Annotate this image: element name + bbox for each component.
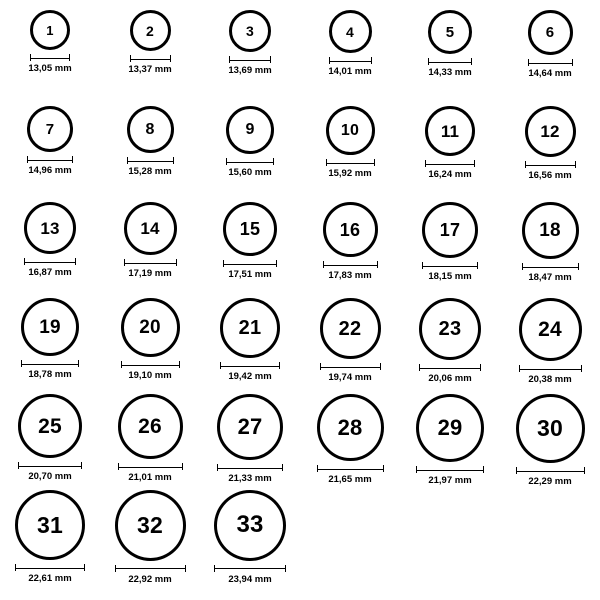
ring-circle bbox=[121, 298, 180, 357]
ring-size-number: 23 bbox=[438, 318, 462, 340]
ring-size-number: 15 bbox=[239, 219, 261, 239]
dimension-line-icon bbox=[127, 157, 174, 164]
dimension-line-icon bbox=[428, 58, 472, 65]
dimension-line-icon bbox=[130, 55, 171, 62]
ring-diameter-label: 22,92 mm bbox=[128, 573, 172, 585]
ring-circle bbox=[320, 298, 381, 359]
ring-size-cell bbox=[200, 8, 300, 104]
dimension-line-icon bbox=[320, 363, 381, 370]
ring-size-number: 33 bbox=[236, 511, 264, 539]
dimension-line-icon bbox=[18, 462, 82, 469]
ring-circle bbox=[323, 202, 378, 257]
ring-circle bbox=[21, 298, 79, 356]
dimension-line-icon bbox=[516, 467, 585, 474]
dimension-marker bbox=[223, 259, 277, 268]
ring-size-cell bbox=[200, 296, 300, 392]
dimension-marker bbox=[320, 362, 381, 371]
ring-circle bbox=[217, 394, 283, 460]
ring-circle bbox=[516, 394, 585, 463]
ring-circle bbox=[15, 490, 85, 560]
ring-size-cell bbox=[400, 8, 500, 104]
ring-diameter-label: 21,01 mm bbox=[128, 472, 172, 483]
dimension-marker bbox=[15, 563, 85, 572]
dimension-line-icon bbox=[416, 466, 484, 473]
ring-size-cell bbox=[500, 200, 600, 296]
dimension-marker bbox=[522, 262, 579, 271]
ring-size-cell bbox=[200, 104, 300, 200]
ring-size-cell bbox=[200, 200, 300, 296]
ring-size-number: 13 bbox=[40, 218, 60, 238]
ring-diameter-label: 21,33 mm bbox=[228, 473, 272, 484]
dimension-line-icon bbox=[419, 364, 481, 371]
ring-size-cell bbox=[0, 296, 100, 392]
ring-size-number: 20 bbox=[139, 317, 161, 338]
ring-circle bbox=[329, 10, 372, 53]
dimension-line-icon bbox=[422, 262, 478, 269]
ring-size-cell bbox=[100, 392, 200, 488]
ring-size-cell bbox=[400, 104, 500, 200]
ring-diameter-label: 18,47 mm bbox=[528, 272, 572, 283]
ring-diameter-label: 14,01 mm bbox=[328, 66, 372, 77]
dimension-marker bbox=[27, 155, 73, 164]
ring-size-cell bbox=[300, 200, 400, 296]
dimension-marker bbox=[214, 564, 286, 573]
ring-size-number: 5 bbox=[445, 23, 455, 41]
dimension-marker bbox=[229, 55, 271, 64]
dimension-marker bbox=[130, 54, 171, 63]
dimension-marker bbox=[220, 361, 280, 370]
dimension-line-icon bbox=[121, 361, 180, 368]
ring-circle bbox=[522, 202, 579, 259]
ring-size-number: 30 bbox=[537, 415, 563, 441]
ring-size-number: 16 bbox=[339, 219, 361, 240]
ring-size-number: 19 bbox=[39, 316, 61, 338]
ring-diameter-label: 21,65 mm bbox=[328, 474, 372, 485]
ring-circle bbox=[130, 10, 171, 51]
ring-size-number: 22 bbox=[338, 317, 362, 340]
ring-size-number: 9 bbox=[245, 121, 255, 138]
ring-diameter-label: 20,38 mm bbox=[528, 374, 572, 385]
ring-size-cell bbox=[100, 200, 200, 296]
dimension-marker bbox=[121, 360, 180, 369]
ring-circle bbox=[326, 106, 375, 155]
ring-size-cell bbox=[300, 8, 400, 104]
ring-size-cell bbox=[0, 104, 100, 200]
ring-size-number: 29 bbox=[437, 415, 463, 440]
ring-size-cell bbox=[0, 488, 100, 584]
dimension-line-icon bbox=[118, 463, 183, 470]
dimension-marker bbox=[124, 258, 177, 267]
ring-circle bbox=[24, 202, 76, 254]
ring-size-cell bbox=[500, 104, 600, 200]
ring-size-number: 4 bbox=[346, 23, 354, 40]
ring-diameter-label: 19,74 mm bbox=[328, 372, 372, 383]
dimension-marker bbox=[317, 464, 384, 473]
ring-size-number: 32 bbox=[137, 511, 163, 538]
ring-circle bbox=[528, 10, 573, 55]
dimension-line-icon bbox=[522, 263, 579, 270]
ring-diameter-label: 16,56 mm bbox=[528, 170, 572, 181]
ring-size-number: 14 bbox=[140, 219, 160, 238]
dimension-line-icon bbox=[27, 156, 73, 163]
ring-size-number: 21 bbox=[238, 317, 262, 339]
dimension-marker bbox=[217, 463, 283, 472]
ring-circle bbox=[124, 202, 177, 255]
ring-size-number: 25 bbox=[38, 414, 62, 438]
ring-circle bbox=[115, 490, 186, 561]
dimension-line-icon bbox=[30, 54, 70, 61]
dimension-line-icon bbox=[519, 365, 582, 372]
ring-diameter-label: 13,69 mm bbox=[228, 65, 272, 76]
dimension-line-icon bbox=[115, 565, 186, 572]
ring-size-grid bbox=[0, 8, 600, 584]
ring-size-number: 1 bbox=[46, 22, 54, 38]
ring-diameter-label: 14,96 mm bbox=[28, 165, 72, 176]
dimension-marker bbox=[24, 257, 76, 266]
ring-size-number: 6 bbox=[545, 24, 555, 41]
dimension-marker bbox=[118, 462, 183, 471]
dimension-marker bbox=[425, 159, 475, 168]
ring-diameter-label: 17,83 mm bbox=[328, 270, 372, 281]
ring-size-cell bbox=[100, 296, 200, 392]
ring-circle bbox=[220, 298, 280, 358]
ring-size-number: 12 bbox=[540, 122, 560, 141]
ring-size-cell bbox=[0, 8, 100, 104]
ring-size-cell bbox=[200, 488, 300, 584]
ring-size-number: 24 bbox=[538, 318, 562, 341]
ring-circle bbox=[525, 106, 576, 157]
ring-size-number: 28 bbox=[337, 414, 363, 440]
dimension-line-icon bbox=[15, 564, 85, 571]
ring-circle bbox=[30, 10, 70, 50]
dimension-marker bbox=[516, 466, 585, 475]
ring-circle bbox=[27, 106, 73, 152]
ring-size-cell bbox=[0, 392, 100, 488]
ring-size-cell bbox=[400, 392, 500, 488]
ring-diameter-label: 20,06 mm bbox=[428, 373, 472, 384]
dimension-line-icon bbox=[24, 258, 76, 265]
ring-diameter-label: 13,37 mm bbox=[128, 64, 172, 75]
ring-size-cell bbox=[400, 200, 500, 296]
ring-circle bbox=[223, 202, 277, 256]
ring-size-number: 3 bbox=[246, 23, 254, 39]
ring-diameter-label: 19,42 mm bbox=[228, 371, 272, 382]
ring-size-cell bbox=[500, 296, 600, 392]
dimension-marker bbox=[528, 58, 573, 67]
dimension-marker bbox=[416, 465, 484, 474]
dimension-marker bbox=[323, 260, 378, 269]
dimension-marker bbox=[329, 56, 372, 65]
dimension-marker bbox=[422, 261, 478, 270]
ring-diameter-label: 17,19 mm bbox=[128, 268, 172, 279]
ring-diameter-label: 22,29 mm bbox=[528, 476, 572, 487]
dimension-marker bbox=[127, 156, 174, 165]
dimension-marker bbox=[419, 363, 481, 372]
ring-diameter-label: 22,61 mm bbox=[28, 573, 72, 584]
ring-circle bbox=[18, 394, 82, 458]
ring-circle bbox=[519, 298, 582, 361]
dimension-line-icon bbox=[226, 158, 274, 165]
ring-circle bbox=[422, 202, 478, 258]
ring-size-number: 8 bbox=[145, 120, 155, 138]
dimension-line-icon bbox=[528, 59, 573, 66]
ring-diameter-label: 16,24 mm bbox=[428, 169, 472, 180]
ring-size-cell bbox=[300, 392, 400, 488]
ring-diameter-label: 14,64 mm bbox=[528, 68, 572, 79]
dimension-marker bbox=[519, 364, 582, 373]
ring-size-cell bbox=[100, 488, 200, 584]
ring-size-number: 7 bbox=[45, 120, 55, 138]
ring-size-cell bbox=[0, 200, 100, 296]
dimension-line-icon bbox=[21, 360, 79, 367]
ring-circle bbox=[416, 394, 484, 462]
ring-size-cell bbox=[400, 296, 500, 392]
dimension-line-icon bbox=[329, 57, 372, 64]
dimension-marker bbox=[226, 157, 274, 166]
ring-size-number: 11 bbox=[440, 121, 460, 141]
dimension-marker bbox=[18, 461, 82, 470]
ring-size-number: 10 bbox=[340, 121, 360, 139]
dimension-line-icon bbox=[124, 259, 177, 266]
ring-size-cell bbox=[100, 104, 200, 200]
dimension-line-icon bbox=[326, 159, 375, 166]
ring-diameter-label: 20,70 mm bbox=[28, 471, 72, 482]
ring-circle bbox=[229, 10, 271, 52]
ring-diameter-label: 23,94 mm bbox=[228, 573, 272, 585]
ring-circle bbox=[127, 106, 174, 153]
dimension-line-icon bbox=[525, 161, 576, 168]
dimension-line-icon bbox=[214, 565, 286, 572]
dimension-marker bbox=[326, 158, 375, 167]
ring-size-number: 27 bbox=[237, 414, 263, 439]
ring-diameter-label: 13,05 mm bbox=[28, 63, 72, 74]
ring-diameter-label: 21,97 mm bbox=[428, 475, 472, 486]
ring-circle bbox=[428, 10, 472, 54]
dimension-marker bbox=[115, 564, 186, 573]
dimension-line-icon bbox=[217, 464, 283, 471]
ring-diameter-label: 14,33 mm bbox=[428, 67, 472, 78]
ring-diameter-label: 18,15 mm bbox=[428, 271, 472, 282]
ring-circle bbox=[419, 298, 481, 360]
ring-size-cell bbox=[100, 8, 200, 104]
ring-circle bbox=[226, 106, 274, 154]
ring-diameter-label: 15,60 mm bbox=[228, 167, 272, 178]
ring-diameter-label: 15,28 mm bbox=[128, 166, 172, 177]
ring-size-cell bbox=[500, 392, 600, 488]
dimension-marker bbox=[525, 160, 576, 169]
ring-diameter-label: 18,78 mm bbox=[28, 369, 72, 380]
ring-size-number: 26 bbox=[138, 415, 162, 438]
dimension-line-icon bbox=[323, 261, 378, 268]
ring-size-number: 17 bbox=[439, 220, 461, 240]
ring-circle bbox=[425, 106, 475, 156]
ring-diameter-label: 17,51 mm bbox=[228, 269, 272, 280]
ring-circle bbox=[317, 394, 384, 461]
dimension-line-icon bbox=[229, 56, 271, 63]
ring-circle bbox=[214, 490, 286, 561]
ring-size-number: 18 bbox=[539, 220, 561, 241]
ring-size-cell bbox=[300, 104, 400, 200]
dimension-line-icon bbox=[220, 362, 280, 369]
ring-circle bbox=[118, 394, 183, 459]
ring-size-number: 2 bbox=[146, 22, 154, 39]
dimension-marker bbox=[428, 57, 472, 66]
dimension-line-icon bbox=[223, 260, 277, 267]
ring-size-cell bbox=[200, 392, 300, 488]
dimension-marker bbox=[30, 53, 70, 62]
ring-diameter-label: 16,87 mm bbox=[28, 267, 72, 278]
ring-size-number: 31 bbox=[37, 511, 63, 538]
ring-diameter-label: 19,10 mm bbox=[128, 370, 172, 381]
dimension-line-icon bbox=[317, 465, 384, 472]
dimension-line-icon bbox=[425, 160, 475, 167]
ring-size-cell bbox=[500, 8, 600, 104]
ring-size-cell bbox=[300, 296, 400, 392]
ring-diameter-label: 15,92 mm bbox=[328, 168, 372, 179]
dimension-marker bbox=[21, 359, 79, 368]
